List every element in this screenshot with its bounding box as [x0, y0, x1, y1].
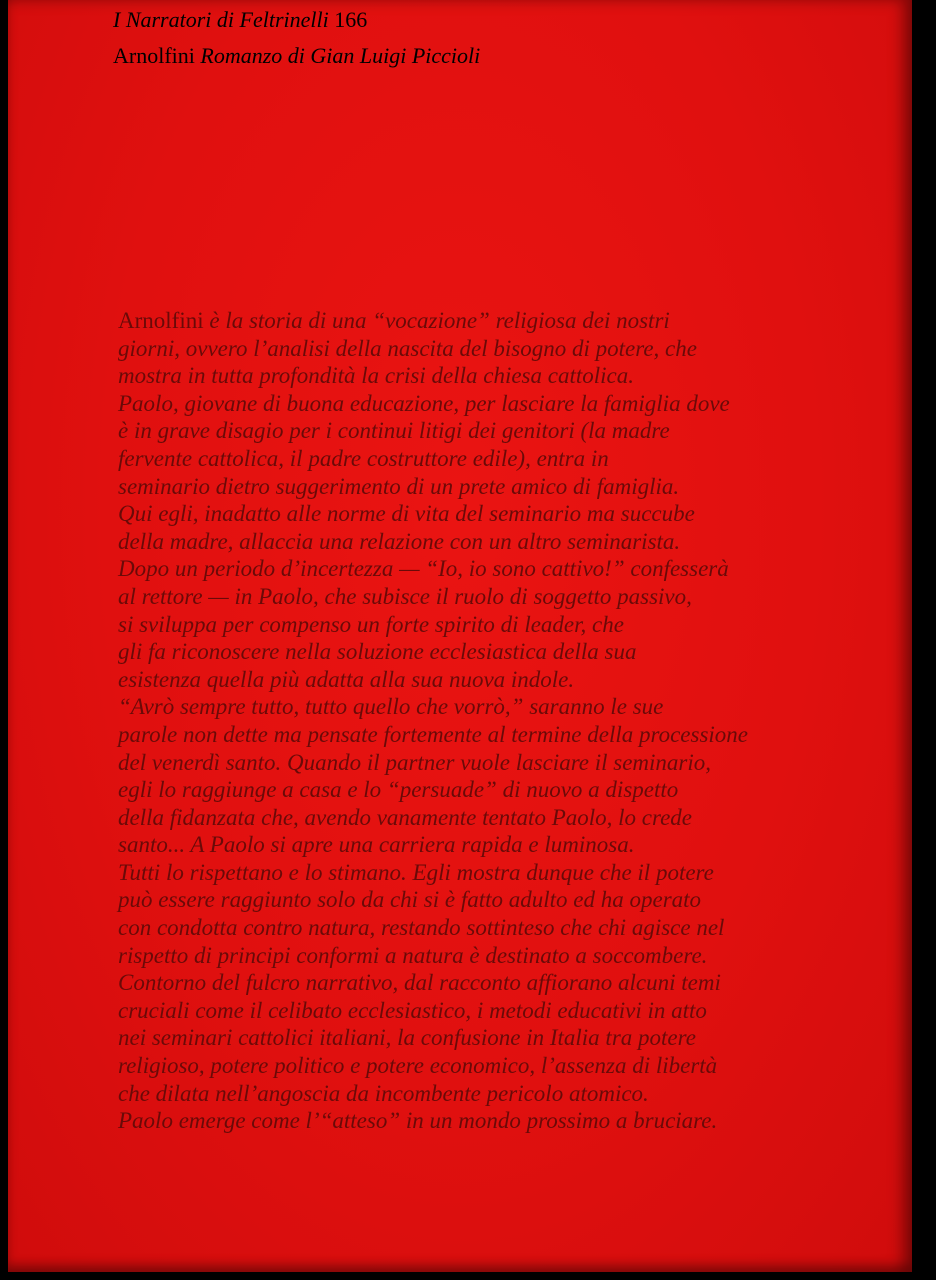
blurb-line: Qui egli, inadatto alle norme di vita del seminario ma succube: [118, 501, 695, 527]
blurb-line: [118, 307, 898, 335]
cover-header: [113, 2, 480, 74]
blurb-line: gli fa riconoscere nella soluzione ecclesiastica della sua: [118, 639, 637, 665]
blurb-text: [118, 307, 898, 1135]
book-subtitle: Romanzo di Gian Luigi Piccioli: [200, 43, 481, 68]
book-back-cover: [8, 0, 912, 1272]
series-name: I Narratori di Feltrinelli: [113, 7, 329, 32]
blurb-line: cruciali come il celibato ecclesiastico, i metodi educativi in atto: [118, 997, 707, 1023]
blurb-line: “Avrò sempre tutto, tutto quello che vorrò,” saranno le sue: [118, 694, 664, 720]
blurb-line: santo... A Paolo si apre una carriera rapida e luminosa.: [118, 832, 635, 858]
blurb-line: esistenza quella più adatta alla sua nuova indole.: [118, 666, 575, 692]
blurb-line: si sviluppa per compenso un forte spirito di leader, che: [118, 611, 624, 637]
blurb-line: della fidanzata che, avendo vanamente tentato Paolo, lo crede: [118, 804, 693, 830]
blurb-line: può essere raggiunto solo da chi si è fatto adulto ed ha operato: [118, 887, 702, 913]
blurb-line: Contorno del fulcro narrativo, dal racconto affiorano alcuni temi: [118, 970, 721, 996]
blurb-line: egli lo raggiunge a casa e lo “persuade” di nuovo a dispetto: [118, 777, 679, 803]
blurb-line: del venerdì santo. Quando il partner vuole lasciare il seminario,: [118, 749, 712, 775]
blurb-line: al rettore — in Paolo, che subisce il ruolo di soggetto passivo,: [118, 583, 692, 609]
blurb-line: Tutti lo rispettano e lo stimano. Egli mostra dunque che il potere: [118, 859, 714, 885]
series-line: [113, 2, 480, 38]
blurb-line: Dopo un periodo d’incertezza — “Io, io sono cattivo!” confesserà: [118, 556, 729, 582]
blurb-line: con condotta contro natura, restando sottinteso che chi agisce nel: [118, 915, 725, 941]
blurb-line: religioso, potere politico e potere economico, l’assenza di libertà: [118, 1053, 718, 1079]
blurb-line: fervente cattolica, il padre costruttore edile), entra in: [118, 445, 609, 471]
blurb-line: seminario dietro suggerimento di un prete amico di famiglia.: [118, 473, 680, 499]
blurb-line: nei seminari cattolici italiani, la confusione in Italia tra potere: [118, 1025, 696, 1051]
blurb-line: è in grave disagio per i continui litigi dei genitori (la madre: [118, 418, 670, 444]
blurb-line: della madre, allaccia una relazione con un altro seminarista.: [118, 528, 681, 554]
blurb-line: giorni, ovvero l’analisi della nascita del bisogno di potere, che: [118, 335, 697, 361]
blurb-line: che dilata nell’angoscia da incombente pericolo atomico.: [118, 1080, 649, 1106]
blurb-line: mostra in tutta profondità la crisi della chiesa cattolica.: [118, 363, 634, 389]
blurb-line: Paolo, giovane di buona educazione, per lasciare la famiglia dove: [118, 390, 730, 416]
series-number: 166: [334, 7, 368, 32]
blurb-line: Paolo emerge come l’“atteso” in un mondo prossimo a bruciare.: [118, 1108, 718, 1134]
title-line: [113, 38, 480, 74]
blurb-line: parole non dette ma pensate fortemente al termine della processione: [118, 721, 749, 747]
blurb-line: rispetto di principi conformi a natura è destinato a soccombere.: [118, 942, 708, 968]
book-title: Arnolfini: [113, 43, 195, 68]
blurb-lead: è la storia di una “vocazione” religiosa dei nostri: [203, 308, 670, 333]
blurb-title-mention: Arnolfini: [118, 308, 204, 333]
